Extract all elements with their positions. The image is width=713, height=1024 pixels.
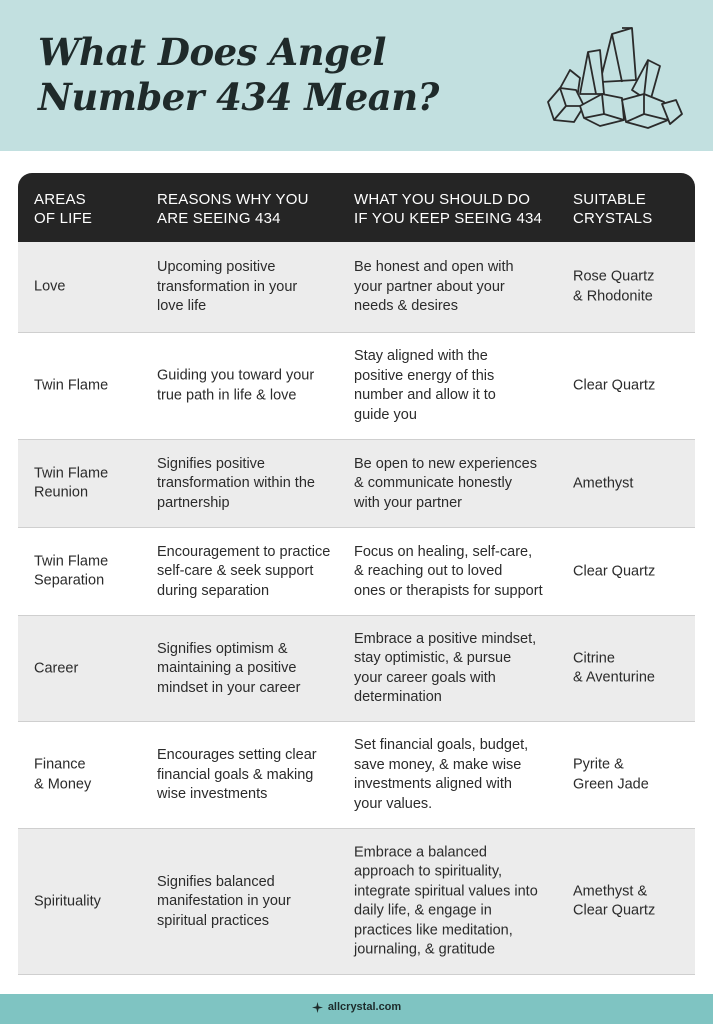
title-line-1: What Does Angel [38, 30, 386, 74]
header-suitable-crystals: SUITABLE CRYSTALS [573, 191, 653, 227]
footer-credit[interactable] [312, 1001, 401, 1013]
cell-reason: Guiding you toward your true path in life & love [157, 367, 315, 403]
cell-crystals: Pyrite & Green Jade [573, 756, 649, 792]
cell-reason: Encourages setting clear financial goals & making wise investments [157, 746, 317, 802]
table-row [18, 616, 695, 722]
crystal-cluster-icon [540, 22, 685, 132]
cell-area: Twin Flame Separation [34, 553, 109, 589]
table-row [18, 440, 695, 528]
cell-action: Be honest and open with your partner about your needs & desires [354, 258, 514, 314]
cell-action: Focus on healing, self-care, & reaching out to loved ones or therapists for support [354, 543, 543, 599]
table-row [18, 242, 695, 333]
header-areas-of-life: AREAS OF LIFE [34, 191, 93, 227]
footer-bar [0, 994, 713, 1024]
cell-reason: Encouragement to practice self-care & seek support during separation [157, 543, 331, 599]
header-banner [0, 0, 713, 151]
cell-reason: Signifies balanced manifestation in your spiritual practices [157, 873, 291, 929]
header-reasons: REASONS WHY YOU ARE SEEING 434 [157, 191, 309, 227]
cell-action: Embrace a balanced approach to spirituality, integrate spiritual values into daily life, & engage in practices like meditation, journaling, & gratitude [354, 844, 538, 958]
sparkle-icon [312, 1002, 323, 1013]
cell-area: Love [34, 278, 66, 295]
cell-area: Twin Flame [34, 377, 109, 394]
table-row [18, 829, 695, 975]
cell-crystals: Clear Quartz [573, 377, 656, 394]
cell-crystals: Amethyst [573, 474, 634, 491]
cell-reason: Signifies optimism & maintaining a positive mindset in your career [157, 640, 301, 696]
table-row [18, 333, 695, 440]
table-header [18, 173, 695, 242]
cell-reason: Upcoming positive transformation in your love life [157, 258, 298, 314]
cell-area: Finance & Money [34, 756, 92, 792]
meaning-table [18, 173, 695, 975]
cell-action: Be open to new experiences & communicate honestly with your partner [354, 455, 537, 511]
cell-crystals: Rose Quartz & Rhodonite [573, 268, 655, 304]
page-title [38, 30, 498, 120]
table-row [18, 528, 695, 616]
cell-action: Stay aligned with the positive energy of this number and allow it to guide you [354, 348, 496, 423]
footer-site-link[interactable]: allcrystal.com [327, 1001, 402, 1013]
cell-action: Set financial goals, budget, save money, & make wise investments aligned with your values. [354, 737, 529, 812]
title-line-2: Number 434 Mean? [38, 75, 439, 119]
cell-crystals: Amethyst & Clear Quartz [573, 883, 656, 919]
cell-area: Spirituality [34, 892, 101, 909]
cell-crystals: Clear Quartz [573, 562, 656, 579]
cell-crystals: Citrine & Aventurine [573, 650, 655, 686]
cell-area: Career [34, 659, 79, 676]
cell-action: Embrace a positive mindset, stay optimistic, & pursue your career goals with determination [354, 630, 537, 705]
cell-area: Twin Flame Reunion [34, 465, 109, 501]
table-row [18, 722, 695, 829]
cell-reason: Signifies positive transformation within the partnership [157, 455, 315, 511]
header-what-to-do: WHAT YOU SHOULD DO IF YOU KEEP SEEING 434 [354, 191, 543, 227]
